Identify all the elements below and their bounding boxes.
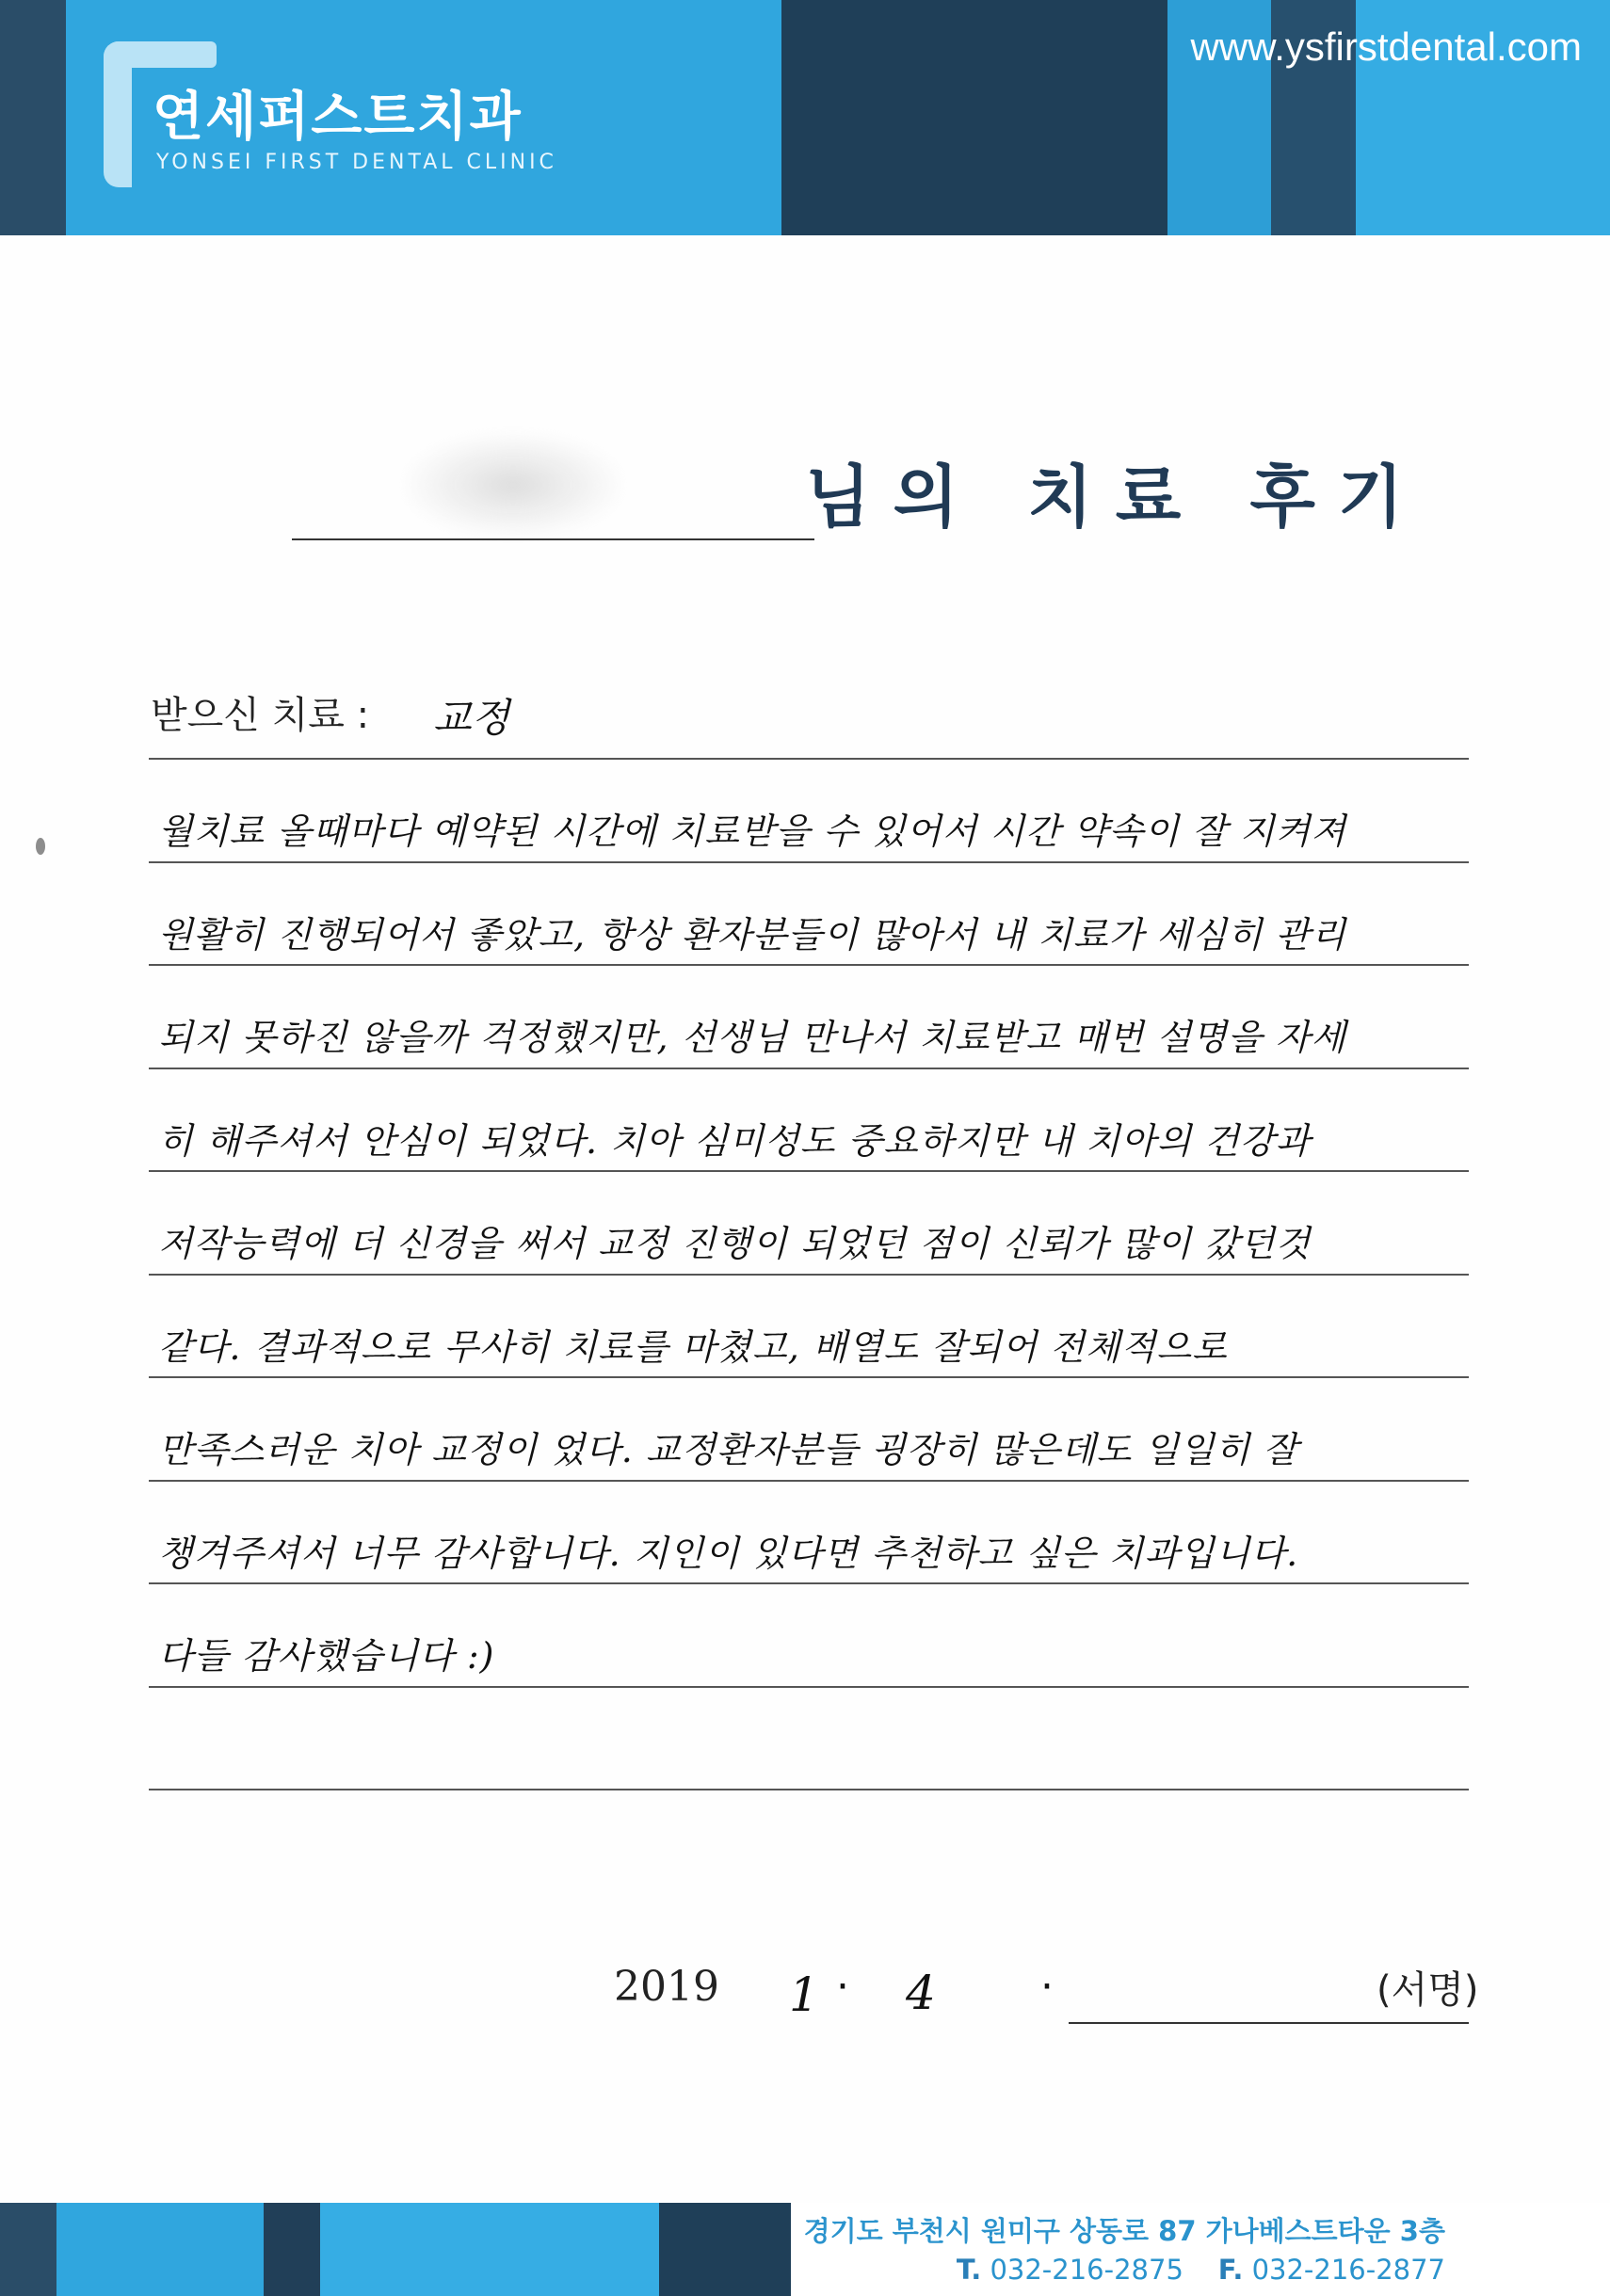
fax-label: F. (1217, 2254, 1244, 2286)
signature-label: (서명) (1377, 1968, 1479, 2012)
review-line: 월치료 올때마다 예약된 시간에 치료받을 수 있어서 시간 약속이 잘 지켜져 (158, 811, 1347, 852)
redacted-name (405, 433, 621, 537)
clinic-logo-icon (104, 41, 132, 187)
contact-numbers (957, 2254, 1445, 2286)
review-line: 챙겨주셔서 너무 감사합니다. 지인이 있다면 추천하고 싶은 치과입니다. (158, 1533, 1299, 1574)
review-line: 만족스러운 치아 교정이 었다. 교정환자분들 굉장히 많은데도 일일히 잘 (158, 1429, 1299, 1470)
treatment-value: 교정 (433, 695, 510, 741)
header-stripe (781, 0, 1167, 235)
page-title: 님의 치료 후기 (805, 458, 1426, 537)
signature-line (1069, 2022, 1469, 2024)
footer-stripe (659, 2203, 791, 2296)
header-stripe (0, 0, 66, 235)
name-underline (292, 538, 814, 540)
scan-mark (36, 838, 45, 855)
footer-stripe (320, 2203, 659, 2296)
ruled-line (149, 1068, 1469, 1069)
date-separator: · (836, 1963, 849, 2011)
letterhead-footer (0, 2203, 1610, 2296)
ruled-line (149, 861, 1469, 863)
date-day: 4 (906, 1966, 936, 2020)
review-line: 저작능력에 더 신경을 써서 교정 진행이 되었던 점이 신뢰가 많이 갔던것 (158, 1223, 1312, 1264)
ruled-line (149, 1686, 1469, 1688)
footer-stripe (56, 2203, 264, 2296)
ruled-line (149, 1274, 1469, 1276)
review-line: 다들 감사했습니다 :) (158, 1635, 495, 1677)
website-url[interactable]: www.ysfirstdental.com (1190, 24, 1582, 69)
ruled-line (149, 1480, 1469, 1482)
letterhead-header (0, 0, 1610, 235)
review-line: 히 해주셔서 안심이 되었다. 치아 심미성도 중요하지만 내 치아의 건강과 (158, 1120, 1312, 1162)
ruled-line (149, 964, 1469, 966)
ruled-line (149, 1582, 1469, 1584)
tel-number[interactable]: 032-216-2875 (990, 2254, 1183, 2286)
clinic-name-en: YONSEI FIRST DENTAL CLINIC (156, 151, 557, 174)
date-year: 2019 (614, 1963, 719, 2011)
treatment-label: 받으신 치료 : (151, 694, 370, 737)
review-line: 원활히 진행되어서 좋았고, 항상 환자분들이 많아서 내 치료가 세심히 관리 (158, 914, 1347, 955)
fax-number: 032-216-2877 (1251, 2254, 1445, 2286)
tel-label: T. (956, 2254, 982, 2286)
date-separator: · (1040, 1963, 1054, 2011)
ruled-line (149, 758, 1469, 760)
date-month: 1 (789, 1967, 819, 2022)
clinic-name-kr: 연세퍼스트치과 (153, 87, 523, 148)
footer-stripe (0, 2203, 56, 2296)
footer-stripe (264, 2203, 320, 2296)
review-line: 같다. 결과적으로 무사히 치료를 마쳤고, 배열도 잘되어 전체적으로 (158, 1326, 1228, 1368)
ruled-line (149, 1376, 1469, 1378)
clinic-address: 경기도 부천시 원미구 상동로 87 가나베스트타운 3층 (803, 2215, 1445, 2247)
ruled-line (149, 1789, 1469, 1790)
ruled-line (149, 1170, 1469, 1172)
review-line: 되지 못하진 않을까 걱정했지만, 선생님 만나서 치료받고 매번 설명을 자세 (158, 1017, 1347, 1058)
